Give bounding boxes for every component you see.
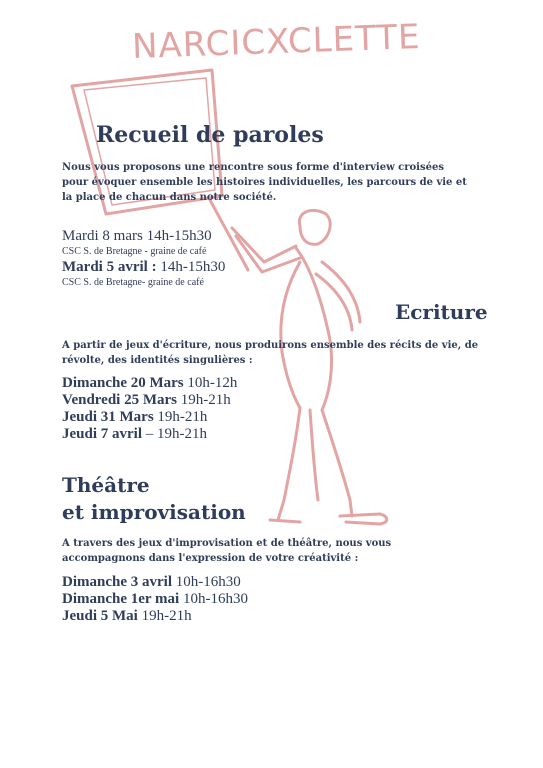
schedule-recueil: [62, 228, 225, 290]
schedule-time: 19h-21h: [177, 392, 231, 408]
section-title-recueil: Recueil de paroles: [96, 122, 324, 148]
schedule-item: [62, 591, 248, 608]
schedule-item: [62, 259, 225, 276]
schedule-item: [62, 608, 248, 625]
schedule-theatre: [62, 574, 248, 625]
section-title-ecriture: Ecriture: [395, 300, 488, 324]
schedule-time: 10h-12h: [183, 375, 238, 391]
schedule-day: Mardi 8 mars: [62, 228, 143, 244]
schedule-item: [62, 375, 237, 392]
schedule-day: Dimanche 3 avril: [62, 574, 172, 590]
section-intro-theatre: A travers des jeux d'improvisation et de théâtre, nous vous accompagnons dans l'expression de votre créativité :: [62, 538, 392, 564]
schedule-day: Mardi 5 avril :: [62, 259, 157, 275]
schedule-time: 19h-21h: [137, 608, 192, 624]
section-title-line: et improvisation: [62, 500, 246, 524]
schedule-item: [62, 228, 225, 245]
schedule-time: 14h-15h30: [156, 259, 226, 275]
schedule-place: CSC S. de Bretagne - graine de café: [62, 246, 207, 257]
schedule-day: Dimanche 20 Mars: [62, 375, 184, 391]
schedule-time: 10h-16h30: [172, 574, 241, 590]
section-title-line: Théâtre: [62, 473, 150, 497]
schedule-day: Dimanche 1er mai: [62, 591, 180, 607]
schedule-time: – 19h-21h: [142, 426, 208, 442]
section-intro-ecriture: A partir de jeux d'écriture, nous produirons ensemble des récits de vie, de révolte, des identités singulières :: [62, 340, 479, 366]
schedule-time: 19h-21h: [153, 409, 208, 425]
schedule-time: 10h-16h30: [179, 591, 248, 607]
schedule-place: CSC S. de Bretagne- graine de café: [62, 277, 204, 288]
section-title-theatre: [62, 472, 246, 526]
schedule-time: 14h-15h30: [142, 228, 212, 244]
schedule-item: [62, 392, 237, 409]
schedule-ecriture: [62, 375, 237, 443]
section-intro-recueil: Nous vous proposons une rencontre sous forme d'interview croisées pour évoquer ensemble les histoires individuelles, les parcours de vie et la place de chacun dans notre société.: [62, 162, 467, 203]
schedule-day: Vendredi 25 Mars: [62, 392, 178, 408]
schedule-day: Jeudi 5 Mai: [62, 608, 138, 624]
schedule-item: [62, 426, 237, 443]
schedule-item: [62, 409, 237, 426]
schedule-day: Jeudi 31 Mars: [62, 409, 154, 425]
schedule-day: Jeudi 7 avril: [62, 426, 143, 442]
logo-text: NARCICXCLETTE: [131, 16, 422, 68]
schedule-item: [62, 574, 248, 591]
